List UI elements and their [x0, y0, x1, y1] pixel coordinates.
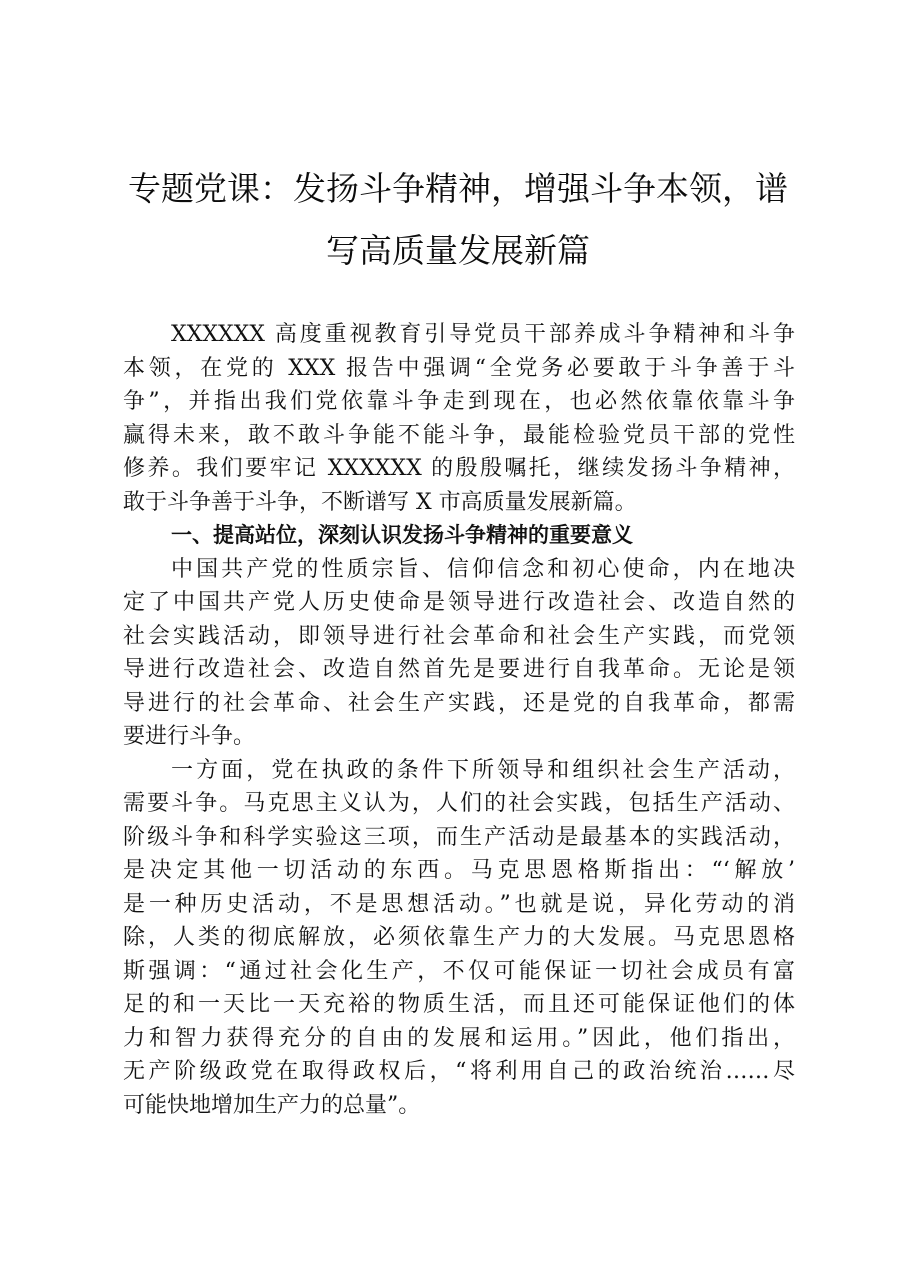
- text-line: 一方面，党在执政的条件下所领导和组织社会生产活动，: [171, 757, 795, 783]
- text-line: 除，人类的彻底解放，必须依靠生产力的大发展。马克思恩格: [123, 925, 795, 950]
- text-line: 是决定其他一切活动的东西。马克思恩格斯指出：“‘解放’: [123, 858, 795, 883]
- paragraph-intro: [123, 318, 795, 519]
- text-line: 定了中国共产党人历史使命是领导进行改造社会、改造自然的: [123, 590, 795, 615]
- text-line: 赢得未来，敢不敢斗争能不能斗争，最能检验党员干部的党性: [123, 422, 795, 448]
- text-line: 力和智力获得充分的自由的发展和运用。”因此，他们指出，: [123, 1025, 795, 1051]
- title-line: 专题党课：发扬斗争精神，增强斗争本领，谱: [128, 169, 788, 208]
- text-line: 中国共产党的性质宗旨、信仰信念和初心使命，内在地决: [171, 556, 795, 582]
- text-line: 足的和一天比一天充裕的物质生活，而且还可能保证他们的体: [123, 992, 795, 1017]
- heading-line: 一、提高站位，深刻认识发扬斗争精神的重要意义: [171, 523, 633, 547]
- text-line: 可能快地增加生产力的总量”。: [123, 1092, 421, 1118]
- text-line: 要进行斗争。: [123, 724, 256, 749]
- text-line: XXXXXX 高度重视教育引导党员干部养成斗争精神和斗争: [171, 322, 795, 347]
- text-line: 无产阶级政党在取得政权后，“将利用自己的政治统治……尽: [123, 1059, 795, 1084]
- section-heading: [123, 519, 795, 553]
- paragraph-production: [123, 754, 795, 1123]
- text-line: 需要斗争。马克思主义认为，人们的社会实践，包括生产活动、: [123, 791, 795, 816]
- text-line: 导进行改造社会、改造自然首先是要进行自我革命。无论是领: [123, 657, 795, 682]
- text-line: 是一种历史活动，不是思想活动。”也就是说，异化劳动的消: [123, 891, 795, 917]
- document-body: [123, 318, 795, 1122]
- text-line: 敢于斗争善于斗争，不断谱写 X 市高质量发展新篇。: [123, 489, 637, 515]
- text-line: 社会实践活动，即领导进行社会革命和社会生产实践，而党领: [123, 623, 795, 649]
- text-line: 阶级斗争和科学实验这三项，而生产活动是最基本的实践活动，: [123, 824, 795, 850]
- text-line: 导进行的社会革命、社会生产实践，还是党的自我革命，都需: [123, 690, 795, 716]
- title-line: 写高质量发展新篇: [326, 231, 590, 270]
- paragraph-mission: [123, 553, 795, 754]
- text-line: 修养。我们要牢记 XXXXXX 的殷殷嘱托，继续发扬斗争精神，: [123, 456, 795, 481]
- text-line: 斯强调：“通过社会化生产，不仅可能保证一切社会成员有富: [123, 958, 795, 984]
- text-line: 本领，在党的 XXX 报告中强调“全党务必要敢于斗争善于斗: [123, 355, 795, 381]
- document-title: [110, 158, 806, 282]
- text-line: 争”，并指出我们党依靠斗争走到现在，也必然依靠依靠斗争: [123, 389, 795, 414]
